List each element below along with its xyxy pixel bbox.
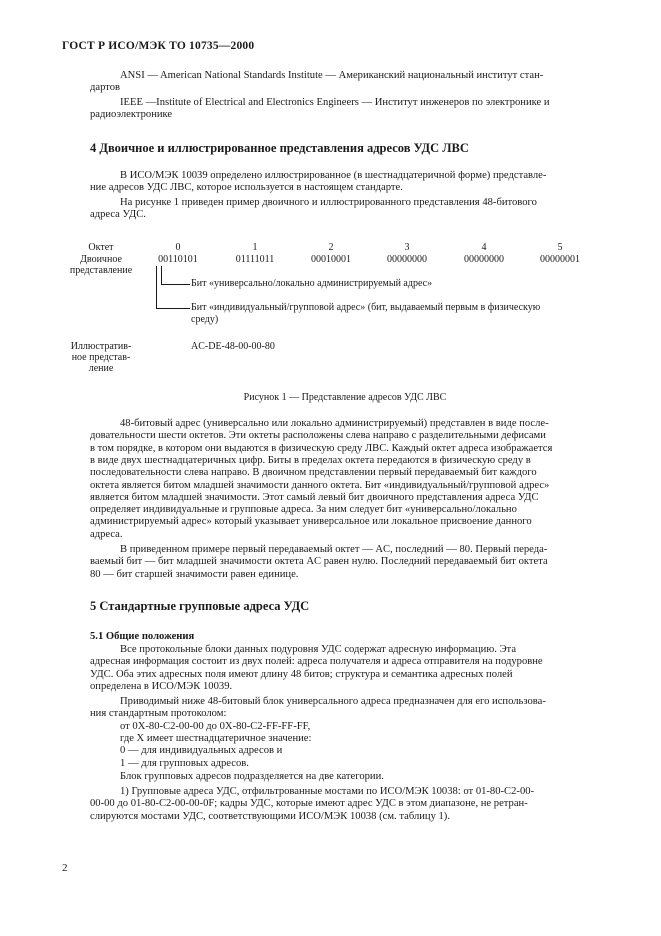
binary-octet: 00000000 (464, 254, 504, 265)
binary-octet: 01111011 (235, 254, 275, 265)
abbrev-ieee-line1: IEEE —Institute of Electrical and Electronics Engineers — Институт инженеров по электронике и (120, 97, 550, 108)
text-line: последовательности слева направо. В двоичном представлении первый передаваемый бит каждого (90, 467, 537, 479)
text-line: администрируемый адрес» который указывает универсальное или локальное присвоение данного (90, 516, 532, 528)
figure-caption: Рисунок 1 — Представление адресов УДС ЛВС (243, 392, 447, 403)
section-4-title: 4 Двоичное и иллюстрированное представления адресов УДС ЛВС (90, 141, 469, 155)
abbrev-ansi-line2: дартов (90, 82, 121, 93)
binary-octet: 00000000 (387, 254, 427, 265)
text-line: в виде двух шестнадцатеричных цифр. Биты в пределах октета передаются в физическую среду в (90, 454, 531, 466)
bit-ig-label-line1: Бит «индивидуальный/групповой адрес» (бит, выдаваемый первым в физическую (191, 302, 541, 313)
octet-number: 1 (252, 242, 258, 253)
octet-number: 3 (404, 242, 410, 253)
text-line: 80 — бит старшей значимости равен единице. (90, 568, 299, 580)
illus-value: AC-DE-48-00-00-80 (191, 341, 275, 352)
section-4-p2-line1: На рисунке 1 приведен пример двоичного и иллюстрированного представления 48-битового (120, 197, 537, 208)
list-item: Блок групповых адресов подразделяется на две категории. (120, 771, 384, 782)
octet-number: 0 (175, 242, 181, 253)
page-number: 2 (62, 862, 68, 874)
text-line: октета является битом младшей значимости данного октета. Бит «индивидуальный/групповой адрес» (90, 479, 550, 491)
list-item: от 0X-80-C2-00-00 до 0X-80-C2-FF-FF-FF, (120, 720, 311, 732)
list-item: 0 — для индивидуальных адресов и (120, 745, 283, 757)
text-line: адреса. (90, 528, 123, 540)
text-line: 48-битовый адрес (универсально или локально администрируемый) представлен в виде после- (120, 418, 549, 429)
binary-label-line1: Двоичное (80, 254, 122, 265)
text-line: определяет индивидуальные и групповые адреса. За ним следует бит «универсально/локально (90, 504, 517, 516)
binary-octet: 00000001 (540, 254, 580, 265)
text-line: 1) Групповые адреса УДС, отфильтрованные мостами по ИСО/МЭК 10038: от 01-80-C2-00- (120, 786, 535, 797)
text-line: слируются мостами УДС, соответствующими ИСО/МЭК 10038 (см. таблицу 1). (90, 810, 450, 822)
abbrev-ansi-line1: ANSI — American National Standards Institute — Американский национальный институт стан- (120, 70, 544, 81)
document-header: ГОСТ Р ИСО/МЭК ТО 10735—2000 (62, 40, 255, 52)
section-4-p2-line2: адреса УДС. (90, 209, 146, 220)
octet-number: 5 (557, 242, 563, 253)
illus-label-line2: ное представ- (71, 352, 131, 363)
section-5-1-title: 5.1 Общие положения (90, 631, 195, 642)
text-line: Все протокольные блоки данных подуровня УДС содержат адресную информацию. Эта (120, 644, 517, 655)
section-5-title: 5 Стандартные групповые адреса УДС (90, 599, 310, 613)
list-item: 1 — для групповых адресов. (120, 757, 249, 769)
illus-label-line1: Иллюстратив- (70, 341, 132, 352)
text-line: довательности шести октетов. Эти октеты расположены слева направо с разделительными дефисами (90, 430, 546, 442)
octet-label: Октет (88, 242, 114, 253)
bit-ig-pointer (156, 266, 190, 309)
illus-label-line3: ление (88, 363, 114, 374)
text-line: ваемый бит — бит младшей значимости октета AC равен нулю. Последний передаваемый бит октета (90, 556, 548, 568)
binary-label-line2: представление (69, 265, 133, 276)
text-line: ния стандартным протоколом: (90, 708, 227, 720)
text-line: В приведенном примере первый передаваемый октет — AC, последний — 80. Первый переда- (120, 544, 548, 555)
binary-octet: 00110101 (158, 254, 198, 265)
text-line: является битом младшей значимости. Этот самый левый бит двоичного представления адреса УДС (90, 491, 539, 503)
abbrev-ieee-line2: радиоэлектронике (90, 109, 173, 120)
text-line: в том порядке, в котором они выдаются в физическую среду ЛВС. Каждый октет адреса изображается (90, 442, 553, 454)
bit-ul-label: Бит «универсально/локально администрируемый адрес» (191, 278, 433, 289)
text-line: УДС. Оба этих адресных поля имеют длину 48 битов; структура и семантика адресных полей (90, 668, 513, 680)
text-line: определена в ИСО/МЭК 10039. (90, 680, 233, 692)
binary-octet: 00010001 (311, 254, 351, 265)
octet-number: 4 (481, 242, 487, 253)
octet-number: 2 (328, 242, 334, 253)
section-4-p1-line1: В ИСО/МЭК 10039 определено иллюстрированное (в шестнадцатеричной форме) представле- (120, 170, 547, 181)
text-line: Приводимый ниже 48-битовый блок универсального адреса предназначен для его использова- (120, 696, 546, 707)
text-line: 00-00 до 01-80-C2-00-00-0F; кадры УДС, которые имеют адрес УДС в этом диапазоне, не ретран- (90, 798, 528, 810)
list-item: где X имеет шестнадцатеричное значение: (120, 732, 312, 744)
section-4-p1-line2: ние адресов УДС ЛВС, которое используется в настоящем стандарте. (90, 182, 403, 193)
text-line: адресная информация состоит из двух полей: адреса получателя и адреса отправителя на подуровне (90, 656, 543, 668)
bit-ig-label-line2: среду) (191, 314, 219, 325)
